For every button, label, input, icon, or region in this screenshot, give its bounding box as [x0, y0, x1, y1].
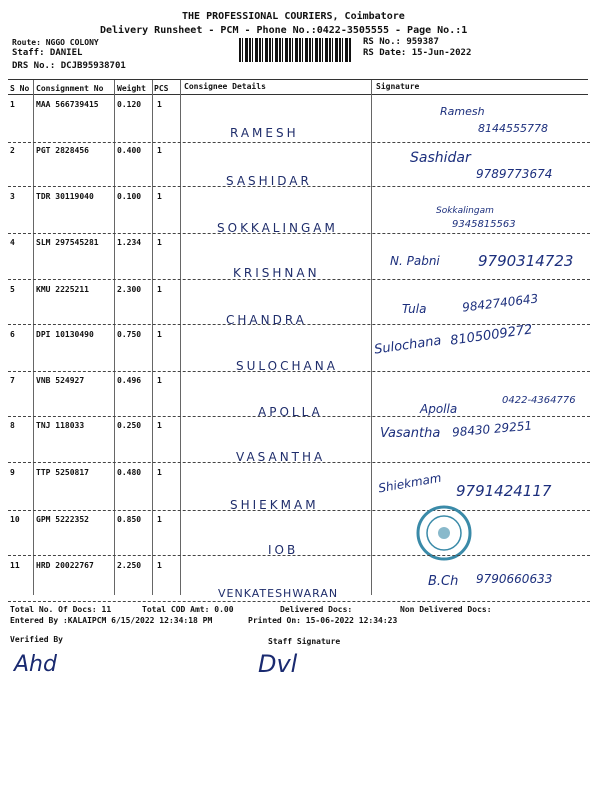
phone-handwriting: 8105009272 [449, 322, 534, 349]
consignee-name: KRISHNAN [233, 266, 320, 280]
row-weight: 2.300 [117, 285, 142, 294]
consignee-name: SOKKALINGAM [217, 221, 338, 235]
phone-handwriting: 9842740643 [461, 291, 539, 315]
column-header-sno: S No [10, 84, 30, 93]
column-divider [180, 80, 181, 595]
consignee-name: IOB [268, 543, 299, 557]
consignee-name: RAMESH [230, 126, 299, 140]
column-header-consignment: Consignment No [36, 84, 104, 93]
row-weight: 0.496 [117, 376, 142, 385]
total-docs: Total No. Of Docs: 11 [10, 605, 112, 614]
row-sno: 8 [10, 421, 15, 430]
row-separator [8, 555, 590, 556]
row-sno: 2 [10, 146, 15, 155]
consignee-name: VASANTHA [236, 450, 326, 464]
table-header-border [8, 94, 588, 95]
total-cod: Total COD Amt: 0.00 [142, 605, 234, 614]
column-header-weight: Weight [117, 84, 146, 93]
consignee-name: APOLLA [258, 405, 323, 419]
signature-handwriting: Ramesh [440, 105, 485, 118]
signature-handwriting: Sokkalingam [436, 206, 494, 216]
row-consignment: MAA 566739415 [36, 100, 99, 109]
column-divider [114, 80, 115, 595]
row-weight: 2.250 [117, 561, 142, 570]
row-weight: 0.480 [117, 468, 142, 477]
signature-handwriting: Vasantha [380, 426, 441, 441]
row-sno: 6 [10, 330, 15, 339]
row-separator [8, 510, 590, 511]
row-weight: 0.100 [117, 192, 142, 201]
row-weight: 0.250 [117, 421, 142, 430]
row-pcs: 1 [157, 421, 162, 430]
consignee-name: SHIEKMAM [230, 498, 319, 512]
barcode [239, 38, 351, 62]
row-weight: 0.750 [117, 330, 142, 339]
row-sno: 5 [10, 285, 15, 294]
non-delivered-docs: Non Delivered Docs: [400, 605, 492, 614]
verified-by-label: Verified By [10, 635, 63, 644]
signature-handwriting: Apolla [420, 402, 458, 416]
drs-number: DRS No.: DCJB95938701 [12, 61, 126, 71]
phone-handwriting: 9789773674 [476, 167, 553, 181]
column-divider [33, 80, 34, 595]
row-consignment: HRD 20022767 [36, 561, 94, 570]
staff: Staff: DANIEL [12, 48, 83, 58]
row-pcs: 1 [157, 515, 162, 524]
row-separator [8, 462, 590, 463]
runsheet-title: Delivery Runsheet - PCM - Phone No.:0422-3505555 - Page No.:1 [100, 25, 468, 36]
row-consignment: PGT 2828456 [36, 146, 89, 155]
row-separator [8, 416, 590, 417]
row-sno: 4 [10, 238, 15, 247]
row-sno: 11 [10, 561, 20, 570]
signature-handwriting: Sulochana [373, 333, 443, 358]
phone-handwriting: 9791424117 [456, 482, 552, 500]
row-separator [8, 371, 590, 372]
delivered-docs: Delivered Docs: [280, 605, 353, 614]
row-pcs: 1 [157, 330, 162, 339]
phone-handwriting: 9790660633 [476, 572, 553, 586]
row-pcs: 1 [157, 285, 162, 294]
row-separator [8, 142, 590, 143]
phone-handwriting: 8144555778 [478, 122, 548, 135]
company-title: THE PROFESSIONAL COURIERS, Coimbatore [182, 11, 405, 22]
row-pcs: 1 [157, 561, 162, 570]
phone-handwriting: 9345815563 [452, 219, 516, 230]
row-consignment: SLM 297545281 [36, 238, 99, 247]
phone-handwriting: 9790314723 [478, 252, 574, 270]
table-top-border [8, 79, 588, 80]
row-sno: 3 [10, 192, 15, 201]
consignee-name: CHANDRA [226, 313, 307, 327]
signature-handwriting: Tula [402, 302, 427, 316]
row-sno: 1 [10, 100, 15, 109]
row-consignment: KMU 2225211 [36, 285, 89, 294]
row-pcs: 1 [157, 100, 162, 109]
row-separator [8, 324, 590, 325]
row-weight: 1.234 [117, 238, 142, 247]
verified-signature: Ahd [14, 652, 57, 677]
row-separator [8, 601, 590, 602]
row-weight: 0.400 [117, 146, 142, 155]
entered-by: Entered By :KALAIPCM 6/15/2022 12:34:18 PM [10, 616, 213, 625]
row-separator [8, 233, 590, 234]
row-pcs: 1 [157, 192, 162, 201]
column-header-consignee: Consignee Details [184, 82, 266, 91]
row-weight: 0.850 [117, 515, 142, 524]
route: Route: NGGO COLONY [12, 38, 99, 47]
column-divider [371, 80, 372, 595]
consignee-name: SASHIDAR [226, 174, 312, 188]
row-consignment: VNB 524927 [36, 376, 85, 385]
row-consignment: TTP 5250817 [36, 468, 89, 477]
rs-date: RS Date: 15-Jun-2022 [363, 48, 472, 58]
row-sno: 7 [10, 376, 15, 385]
row-sno: 9 [10, 468, 15, 477]
staff-signature: Dvl [258, 650, 298, 678]
staff-signature-label: Staff Signature [268, 637, 341, 646]
phone-handwriting: 98430 29251 [451, 418, 533, 440]
consignee-name: SULOCHANA [236, 359, 338, 373]
rs-number: RS No.: 959387 [363, 37, 439, 47]
row-weight: 0.120 [117, 100, 142, 109]
row-consignment: TDR 30119040 [36, 192, 94, 201]
row-pcs: 1 [157, 238, 162, 247]
row-consignment: GPM 5222352 [36, 515, 89, 524]
row-pcs: 1 [157, 468, 162, 477]
phone-handwriting: 0422-4364776 [502, 395, 576, 406]
printed-on: Printed On: 15-06-2022 12:34:23 [248, 616, 398, 625]
row-separator [8, 186, 590, 187]
row-consignment: DPI 10130490 [36, 330, 94, 339]
signature-handwriting: N. Pabni [390, 254, 440, 268]
row-pcs: 1 [157, 146, 162, 155]
row-consignment: TNJ 118033 [36, 421, 85, 430]
column-header-signature: Signature [376, 82, 420, 91]
row-separator [8, 279, 590, 280]
signature-handwriting: Shiekmam [377, 470, 443, 496]
row-pcs: 1 [157, 376, 162, 385]
signature-handwriting: Sashidar [410, 150, 471, 166]
signature-handwriting: B.Ch [428, 574, 459, 589]
column-divider [152, 80, 153, 595]
stamp-icon [415, 504, 473, 562]
column-header-pcs: PCS [154, 84, 169, 93]
row-sno: 10 [10, 515, 20, 524]
consignee-name: VENKATESHWARAN [218, 587, 339, 600]
